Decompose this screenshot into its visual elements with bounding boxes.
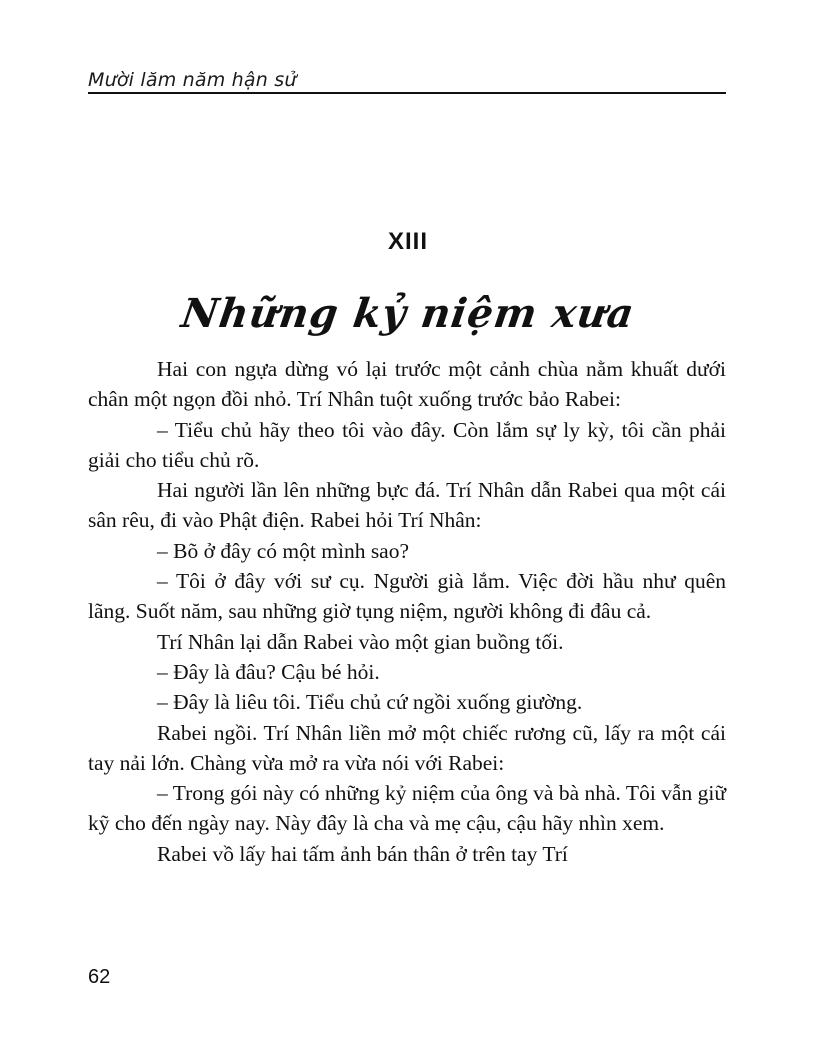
paragraph: – Tiểu chủ hãy theo tôi vào đây. Còn lắm sự ly kỳ, tôi cần phải giải cho tiểu chủ rõ. <box>88 417 726 472</box>
paragraph: Hai người lần lên những bực đá. Trí Nhân dẫn Rabei qua một cái sân rêu, đi vào Phật điện. Rabei hỏi Trí Nhân: <box>88 478 726 533</box>
running-header <box>88 66 726 94</box>
paragraph: – Trong gói này có những kỷ niệm của ông và bà nhà. Tôi vẫn giữ kỹ cho đến ngày nay. Này đây là cha và mẹ cậu, cậu hãy nhìn xem. <box>88 781 726 836</box>
running-header-title: Mười lăm năm hận sử <box>88 69 297 91</box>
chapter-number: XIII <box>387 228 428 255</box>
paragraph: Trí Nhân lại dẫn Rabei vào một gian buồng tối. <box>157 629 564 654</box>
page-number: 62 <box>88 966 111 988</box>
chapter-title: Những kỷ niệm xưa <box>178 290 638 337</box>
paragraph: – Đây là đâu? Cậu bé hỏi. <box>157 659 380 684</box>
paragraph: – Tôi ở đây với sư cụ. Người già lắm. Việc đời hầu như quên lãng. Suốt năm, sau những giờ tụng niệm, người không đi đâu cả. <box>88 569 726 624</box>
paragraph: – Bõ ở đây có một mình sao? <box>157 538 410 563</box>
paragraph: Rabei ngồi. Trí Nhân liền mở một chiếc rương cũ, lấy ra một cái tay nải lớn. Chàng vừa mở ra vừa nói với Rabei: <box>88 720 726 775</box>
paragraph: Hai con ngựa dừng vó lại trước một cảnh chùa nằm khuất dưới chân một ngọn đồi nhỏ. Trí Nhân tuột xuống trước bảo Rabei: <box>88 357 726 412</box>
paragraph: – Đây là liêu tôi. Tiểu chủ cứ ngồi xuống giường. <box>157 690 583 715</box>
body-text <box>88 354 726 869</box>
paragraph: Rabei vồ lấy hai tấm ảnh bán thân ở trên tay Trí <box>157 841 568 866</box>
